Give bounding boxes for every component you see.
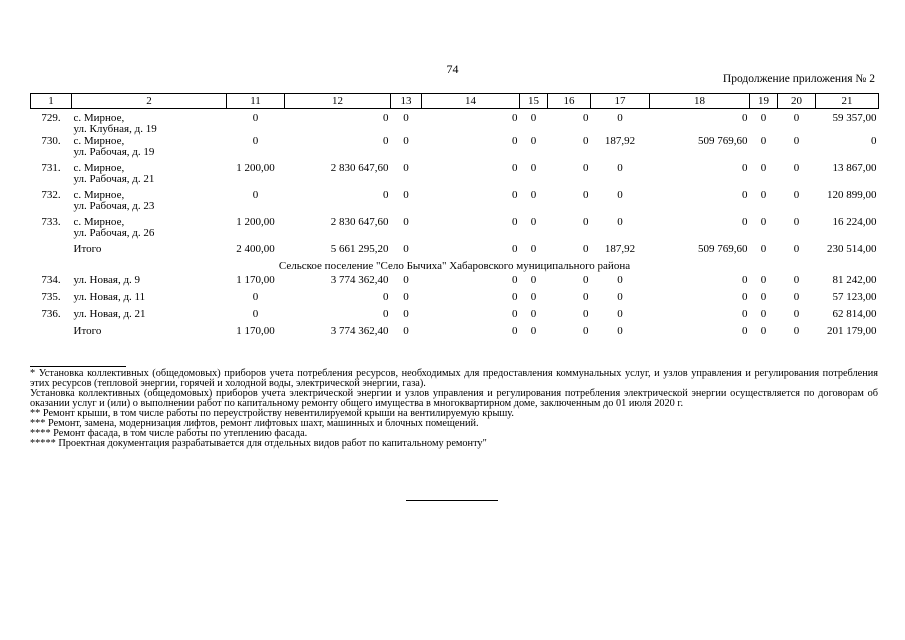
cell-c20: 0 bbox=[793, 112, 800, 124]
cell-c14: 0 bbox=[512, 243, 518, 255]
cell-c16: 0 bbox=[583, 274, 589, 286]
section-title: Сельское поселение "Село Бычиха" Хабаровского муниципального района bbox=[278, 260, 631, 272]
cell-c19: 0 bbox=[760, 162, 767, 174]
cell-c15: 0 bbox=[530, 216, 537, 228]
cell-c13: 0 bbox=[403, 274, 409, 286]
total-row bbox=[31, 244, 879, 261]
cell-c12: 2 830 647,60 bbox=[330, 216, 389, 228]
continuation-label: Продолжение приложения № 2 bbox=[722, 73, 875, 85]
cell-c14: 0 bbox=[512, 162, 518, 174]
cell-c21: 16 224,00 bbox=[832, 216, 877, 228]
footnote-divider bbox=[30, 366, 126, 367]
row-address: ул. Новая, д. 11 bbox=[73, 291, 146, 303]
cell-c16: 0 bbox=[583, 308, 589, 320]
cell-c12: 5 661 295,20 bbox=[330, 243, 389, 255]
data-table bbox=[30, 93, 879, 343]
col-header: 20 bbox=[778, 94, 816, 109]
total-label: Итого bbox=[73, 243, 102, 255]
cell-c11: 0 bbox=[252, 112, 259, 124]
total-row bbox=[31, 326, 879, 343]
cell-c11: 1 170,00 bbox=[236, 274, 275, 286]
cell-c14: 0 bbox=[512, 216, 518, 228]
cell-c20: 0 bbox=[793, 308, 800, 320]
table-row bbox=[31, 275, 879, 292]
cell-c21: 230 514,00 bbox=[827, 243, 877, 255]
end-divider bbox=[406, 500, 498, 501]
cell-c15: 0 bbox=[530, 274, 537, 286]
cell-c20: 0 bbox=[793, 274, 800, 286]
table-row bbox=[31, 217, 879, 244]
col-header: 2 bbox=[72, 94, 227, 109]
col-header: 1 bbox=[31, 94, 72, 109]
row-address: с. Мирное, ул. Рабочая, д. 21 bbox=[73, 162, 155, 185]
cell-c13: 0 bbox=[403, 216, 409, 228]
row-address: ул. Новая, д. 21 bbox=[73, 308, 146, 320]
cell-c14: 0 bbox=[512, 325, 518, 337]
cell-c19: 0 bbox=[760, 325, 767, 337]
cell-c13: 0 bbox=[403, 189, 409, 201]
cell-c13: 0 bbox=[403, 112, 409, 124]
footnote: * Установка коллективных (общедомовых) приборов учета потребления ресурсов, необходимых для предоставления коммунальных услуг, и узлов управления и регулирования потребления этих ресурсов (тепловой энергии, горячей и холодной воды, электрической энергии, газа). bbox=[30, 368, 878, 389]
cell-c17: 0 bbox=[617, 162, 623, 174]
cell-c18: 0 bbox=[742, 274, 748, 286]
cell-c19: 0 bbox=[760, 135, 767, 147]
footnote: ***** Проектная документация разрабатывается для отдельных видов работ по капитальному ремонту" bbox=[30, 438, 487, 449]
cell-c18: 0 bbox=[742, 189, 748, 201]
cell-c12: 0 bbox=[383, 308, 389, 320]
cell-c18: 0 bbox=[742, 216, 748, 228]
row-address: с. Мирное, ул. Клубная, д. 19 bbox=[73, 112, 157, 135]
cell-c21: 120 899,00 bbox=[827, 189, 877, 201]
row-number: 729. bbox=[41, 112, 61, 124]
cell-c15: 0 bbox=[530, 112, 537, 124]
header-row bbox=[31, 94, 879, 109]
cell-c16: 0 bbox=[583, 189, 589, 201]
cell-c15: 0 bbox=[530, 325, 537, 337]
table-row bbox=[31, 136, 879, 163]
cell-c16: 0 bbox=[583, 325, 589, 337]
cell-c11: 2 400,00 bbox=[236, 243, 275, 255]
col-header: 16 bbox=[548, 94, 591, 109]
cell-c13: 0 bbox=[403, 243, 409, 255]
cell-c17: 0 bbox=[617, 308, 623, 320]
col-header: 18 bbox=[650, 94, 750, 109]
cell-c17: 0 bbox=[617, 291, 623, 303]
cell-c18: 509 769,60 bbox=[698, 243, 748, 255]
cell-c21: 13 867,00 bbox=[832, 162, 877, 174]
cell-c11: 0 bbox=[252, 135, 259, 147]
cell-c19: 0 bbox=[760, 308, 767, 320]
cell-c13: 0 bbox=[403, 325, 409, 337]
cell-c18: 0 bbox=[742, 112, 748, 124]
footnote: Установка коллективных (общедомовых) приборов учета электрической энергии и узлов управления и регулирования потребления электрической энергии осуществляется по договорам об оказании услуг и (или) о выполнении работ по капитальному ремонту общего имущества в многоквартирном доме, заключенным до 01 июля 2020 г. bbox=[30, 388, 878, 409]
cell-c16: 0 bbox=[583, 216, 589, 228]
cell-c14: 0 bbox=[512, 189, 518, 201]
cell-c17: 0 bbox=[617, 274, 623, 286]
col-header: 15 bbox=[520, 94, 548, 109]
cell-c19: 0 bbox=[760, 274, 767, 286]
cell-c17: 0 bbox=[617, 325, 623, 337]
cell-c12: 3 774 362,40 bbox=[330, 325, 389, 337]
footnote: *** Ремонт, замена, модернизация лифтов, ремонт лифтовых шахт, машинных и блочных помещений. bbox=[30, 418, 479, 429]
cell-c17: 0 bbox=[617, 216, 623, 228]
cell-c16: 0 bbox=[583, 243, 589, 255]
cell-c16: 0 bbox=[583, 112, 589, 124]
table-row bbox=[31, 163, 879, 190]
cell-c17: 187,92 bbox=[604, 243, 636, 255]
cell-c12: 3 774 362,40 bbox=[330, 274, 389, 286]
cell-c17: 187,92 bbox=[604, 135, 636, 147]
cell-c15: 0 bbox=[530, 308, 537, 320]
table-row bbox=[31, 190, 879, 217]
col-header: 13 bbox=[391, 94, 422, 109]
total-label: Итого bbox=[73, 325, 102, 337]
cell-c14: 0 bbox=[512, 274, 518, 286]
cell-c21: 81 242,00 bbox=[832, 274, 877, 286]
row-number: 735. bbox=[41, 291, 61, 303]
row-number: 733. bbox=[41, 216, 61, 228]
row-number: 732. bbox=[41, 189, 61, 201]
cell-c17: 0 bbox=[617, 112, 623, 124]
col-header: 12 bbox=[285, 94, 391, 109]
cell-c15: 0 bbox=[530, 162, 537, 174]
cell-c19: 0 bbox=[760, 243, 767, 255]
col-header: 17 bbox=[591, 94, 650, 109]
row-address: с. Мирное, ул. Рабочая, д. 19 bbox=[73, 135, 155, 158]
cell-c16: 0 bbox=[583, 135, 589, 147]
cell-c12: 0 bbox=[383, 135, 389, 147]
cell-c21: 201 179,00 bbox=[827, 325, 877, 337]
cell-c11: 0 bbox=[252, 308, 259, 320]
footnotes bbox=[30, 369, 878, 449]
row-address: с. Мирное, ул. Рабочая, д. 23 bbox=[73, 189, 155, 212]
cell-c19: 0 bbox=[760, 112, 767, 124]
cell-c12: 0 bbox=[383, 189, 389, 201]
footnote: ** Ремонт крыши, в том числе работы по переустройству невентилируемой крыши на вентилируемую крышу. bbox=[30, 408, 514, 419]
cell-c11: 0 bbox=[252, 291, 259, 303]
cell-c21: 0 bbox=[871, 135, 877, 147]
row-number: 730. bbox=[41, 135, 61, 147]
footnote: **** Ремонт фасада, в том числе работы по утеплению фасада. bbox=[30, 428, 308, 439]
col-header: 11 bbox=[227, 94, 285, 109]
cell-c15: 0 bbox=[530, 291, 537, 303]
table-row bbox=[31, 109, 879, 137]
page-number: 74 bbox=[446, 62, 459, 76]
cell-c13: 0 bbox=[403, 291, 409, 303]
cell-c18: 0 bbox=[742, 291, 748, 303]
cell-c15: 0 bbox=[530, 243, 537, 255]
cell-c20: 0 bbox=[793, 216, 800, 228]
cell-c17: 0 bbox=[617, 189, 623, 201]
row-address: с. Мирное, ул. Рабочая, д. 26 bbox=[73, 216, 155, 239]
cell-c11: 1 200,00 bbox=[236, 216, 275, 228]
cell-c13: 0 bbox=[403, 135, 409, 147]
cell-c14: 0 bbox=[512, 135, 518, 147]
cell-c20: 0 bbox=[793, 291, 800, 303]
col-header: 21 bbox=[816, 94, 879, 109]
col-header: 19 bbox=[750, 94, 778, 109]
cell-c14: 0 bbox=[512, 308, 518, 320]
row-number: 731. bbox=[41, 162, 61, 174]
cell-c12: 0 bbox=[383, 112, 389, 124]
cell-c18: 0 bbox=[742, 325, 748, 337]
row-number: 736. bbox=[41, 308, 61, 320]
cell-c18: 0 bbox=[742, 308, 748, 320]
table-row bbox=[31, 292, 879, 309]
cell-c11: 1 200,00 bbox=[236, 162, 275, 174]
section-row bbox=[31, 261, 879, 275]
cell-c16: 0 bbox=[583, 162, 589, 174]
row-number: 734. bbox=[41, 274, 61, 286]
cell-c13: 0 bbox=[403, 308, 409, 320]
col-header: 14 bbox=[422, 94, 520, 109]
cell-c12: 2 830 647,60 bbox=[330, 162, 389, 174]
cell-c14: 0 bbox=[512, 291, 518, 303]
cell-c15: 0 bbox=[530, 189, 537, 201]
cell-c20: 0 bbox=[793, 162, 800, 174]
cell-c19: 0 bbox=[760, 291, 767, 303]
cell-c21: 62 814,00 bbox=[832, 308, 877, 320]
cell-c19: 0 bbox=[760, 216, 767, 228]
cell-c21: 57 123,00 bbox=[832, 291, 877, 303]
cell-c12: 0 bbox=[383, 291, 389, 303]
cell-c18: 0 bbox=[742, 162, 748, 174]
cell-c16: 0 bbox=[583, 291, 589, 303]
cell-c11: 0 bbox=[252, 189, 259, 201]
cell-c18: 509 769,60 bbox=[698, 135, 748, 147]
cell-c14: 0 bbox=[512, 112, 518, 124]
table-row bbox=[31, 309, 879, 326]
cell-c15: 0 bbox=[530, 135, 537, 147]
cell-c21: 59 357,00 bbox=[832, 112, 877, 124]
cell-c20: 0 bbox=[793, 325, 800, 337]
cell-c20: 0 bbox=[793, 135, 800, 147]
cell-c19: 0 bbox=[760, 189, 767, 201]
row-address: ул. Новая, д. 9 bbox=[73, 274, 141, 286]
cell-c11: 1 170,00 bbox=[236, 325, 275, 337]
cell-c20: 0 bbox=[793, 189, 800, 201]
cell-c13: 0 bbox=[403, 162, 409, 174]
cell-c20: 0 bbox=[793, 243, 800, 255]
